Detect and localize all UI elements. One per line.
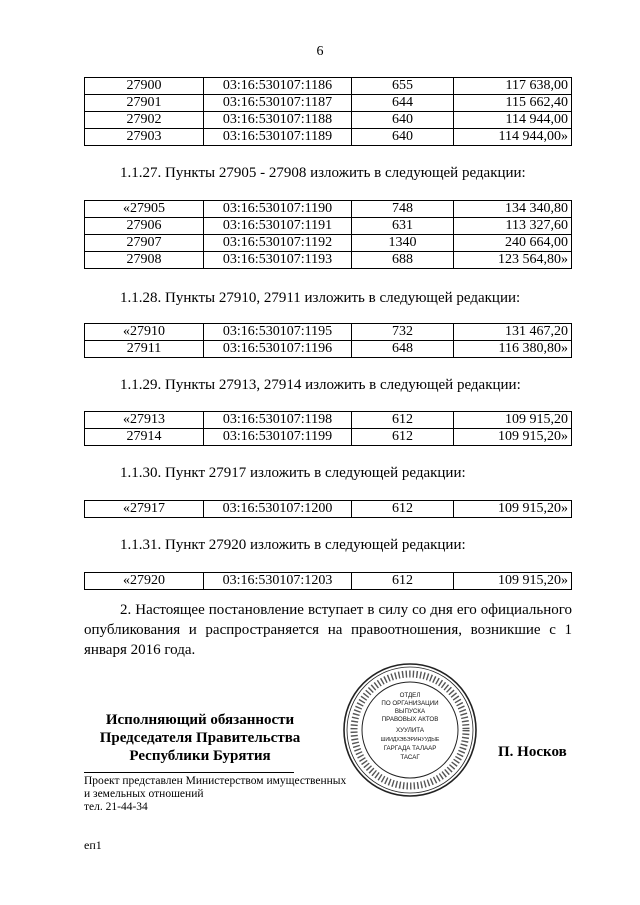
area-cell: 732 [352,324,454,341]
page-number: 6 [316,44,324,59]
area-cell: 655 [352,78,454,95]
paragraph-1-1-27: 1.1.27. Пункты 27905 - 27908 изложить в следующей редакции: [120,165,526,181]
table-row [85,78,572,95]
amount-cell: 109 915,20» [454,573,572,590]
cadastral-number-cell: 03:16:530107:1189 [204,129,352,146]
footer-divider [84,772,294,773]
area-cell: 612 [352,429,454,446]
cadastral-number-cell: 03:16:530107:1190 [204,201,352,218]
table-row [85,341,572,358]
footer-note [84,775,346,814]
amount-cell: 117 638,00 [454,78,572,95]
item-number-cell: 27903 [85,129,204,146]
amount-cell: 109 915,20» [454,429,572,446]
seal-line-7: ГАРГАДА ТАЛААР [383,745,437,752]
signer-line-2: Председателя Правительства [99,730,301,746]
table-row [85,95,572,112]
item-number-cell: 27901 [85,95,204,112]
area-cell: 640 [352,129,454,146]
cadastral-number-cell: 03:16:530107:1188 [204,112,352,129]
item-number-cell: «27913 [85,412,204,429]
cadastral-number-cell: 03:16:530107:1200 [204,501,352,518]
amount-cell: 114 944,00 [454,112,572,129]
area-cell: 1340 [352,235,454,252]
area-cell: 748 [352,201,454,218]
item-number-cell: «27910 [85,324,204,341]
amount-cell: 240 664,00 [454,235,572,252]
area-cell: 648 [352,341,454,358]
table-row [85,218,572,235]
item-number-cell: 27908 [85,252,204,269]
table-row [85,501,572,518]
amount-cell: 115 662,40 [454,95,572,112]
table-6 [84,572,572,590]
signer-name: П. Носков [498,744,567,760]
signer-line-1: Исполняющий обязанности [105,712,295,728]
table-row [85,201,572,218]
table-2 [84,200,572,269]
amount-cell: 131 467,20 [454,324,572,341]
seal-line-1: ОТДЕЛ [399,692,421,699]
table-row [85,129,572,146]
final-clause: 2. Настоящее постановление вступает в силу со дня его официального опубликования и распространяется на правоотношения, возникшие с 1 января 2016 года. [84,602,572,658]
seal-line-4: ПРАВОВЫХ АКТОВ [381,716,439,723]
seal-line-5: ХУУЛИТА [396,727,424,734]
paragraph-1-1-29: 1.1.29. Пункты 27913, 27914 изложить в следующей редакции: [120,377,521,393]
amount-cell: 116 380,80» [454,341,572,358]
item-number-cell: 27902 [85,112,204,129]
official-seal [340,660,480,800]
item-number-cell: 27911 [85,341,204,358]
footer-line-3: тел. 21-44-34 [84,801,148,813]
amount-cell: 113 327,60 [454,218,572,235]
paragraph-1-1-28: 1.1.28. Пункты 27910, 27911 изложить в следующей редакции: [120,290,521,306]
cadastral-number-cell: 03:16:530107:1196 [204,341,352,358]
item-number-cell: «27905 [85,201,204,218]
table-row [85,252,572,269]
footer-line-2: и земельных отношений [84,788,204,800]
seal-line-3: ВЫПУСКА [394,708,426,715]
table-4 [84,411,572,446]
table-row [85,324,572,341]
amount-cell: 134 340,80 [454,201,572,218]
footer-line-1: Проект представлен Министерством имущественных [84,775,347,787]
amount-cell: 123 564,80» [454,252,572,269]
table-row [85,235,572,252]
amount-cell: 109 915,20 [454,412,572,429]
item-number-cell: 27906 [85,218,204,235]
table-row [85,573,572,590]
table-3 [84,323,572,358]
cadastral-number-cell: 03:16:530107:1203 [204,573,352,590]
area-cell: 612 [352,573,454,590]
signer-line-3: Республики Бурятия [129,748,271,764]
item-number-cell: «27920 [85,573,204,590]
table-1 [84,77,572,146]
area-cell: 612 [352,501,454,518]
table-5 [84,500,572,518]
item-number-cell: 27907 [85,235,204,252]
seal-line-6: ШИИДХЭБЭРИНУУДЫЕ [380,737,440,743]
table-row [85,412,572,429]
area-cell: 688 [352,252,454,269]
area-cell: 640 [352,112,454,129]
cadastral-number-cell: 03:16:530107:1192 [204,235,352,252]
seal-line-2: ПО ОРГАНИЗАЦИИ [381,700,439,707]
paragraph-1-1-30: 1.1.30. Пункт 27917 изложить в следующей редакции: [120,465,466,481]
area-cell: 612 [352,412,454,429]
cadastral-number-cell: 03:16:530107:1198 [204,412,352,429]
paragraph-1-1-31: 1.1.31. Пункт 27920 изложить в следующей редакции: [120,537,466,553]
cadastral-number-cell: 03:16:530107:1195 [204,324,352,341]
cadastral-number-cell: 03:16:530107:1187 [204,95,352,112]
seal-line-8: ТАСАГ [400,754,420,761]
area-cell: 644 [352,95,454,112]
signer-block [70,711,330,765]
amount-cell: 114 944,00» [454,129,572,146]
item-number-cell: 27914 [85,429,204,446]
cadastral-number-cell: 03:16:530107:1199 [204,429,352,446]
document-code: еп1 [84,838,102,852]
table-row [85,429,572,446]
table-row [85,112,572,129]
cadastral-number-cell: 03:16:530107:1191 [204,218,352,235]
cadastral-number-cell: 03:16:530107:1186 [204,78,352,95]
item-number-cell: 27900 [85,78,204,95]
item-number-cell: «27917 [85,501,204,518]
amount-cell: 109 915,20» [454,501,572,518]
cadastral-number-cell: 03:16:530107:1193 [204,252,352,269]
area-cell: 631 [352,218,454,235]
